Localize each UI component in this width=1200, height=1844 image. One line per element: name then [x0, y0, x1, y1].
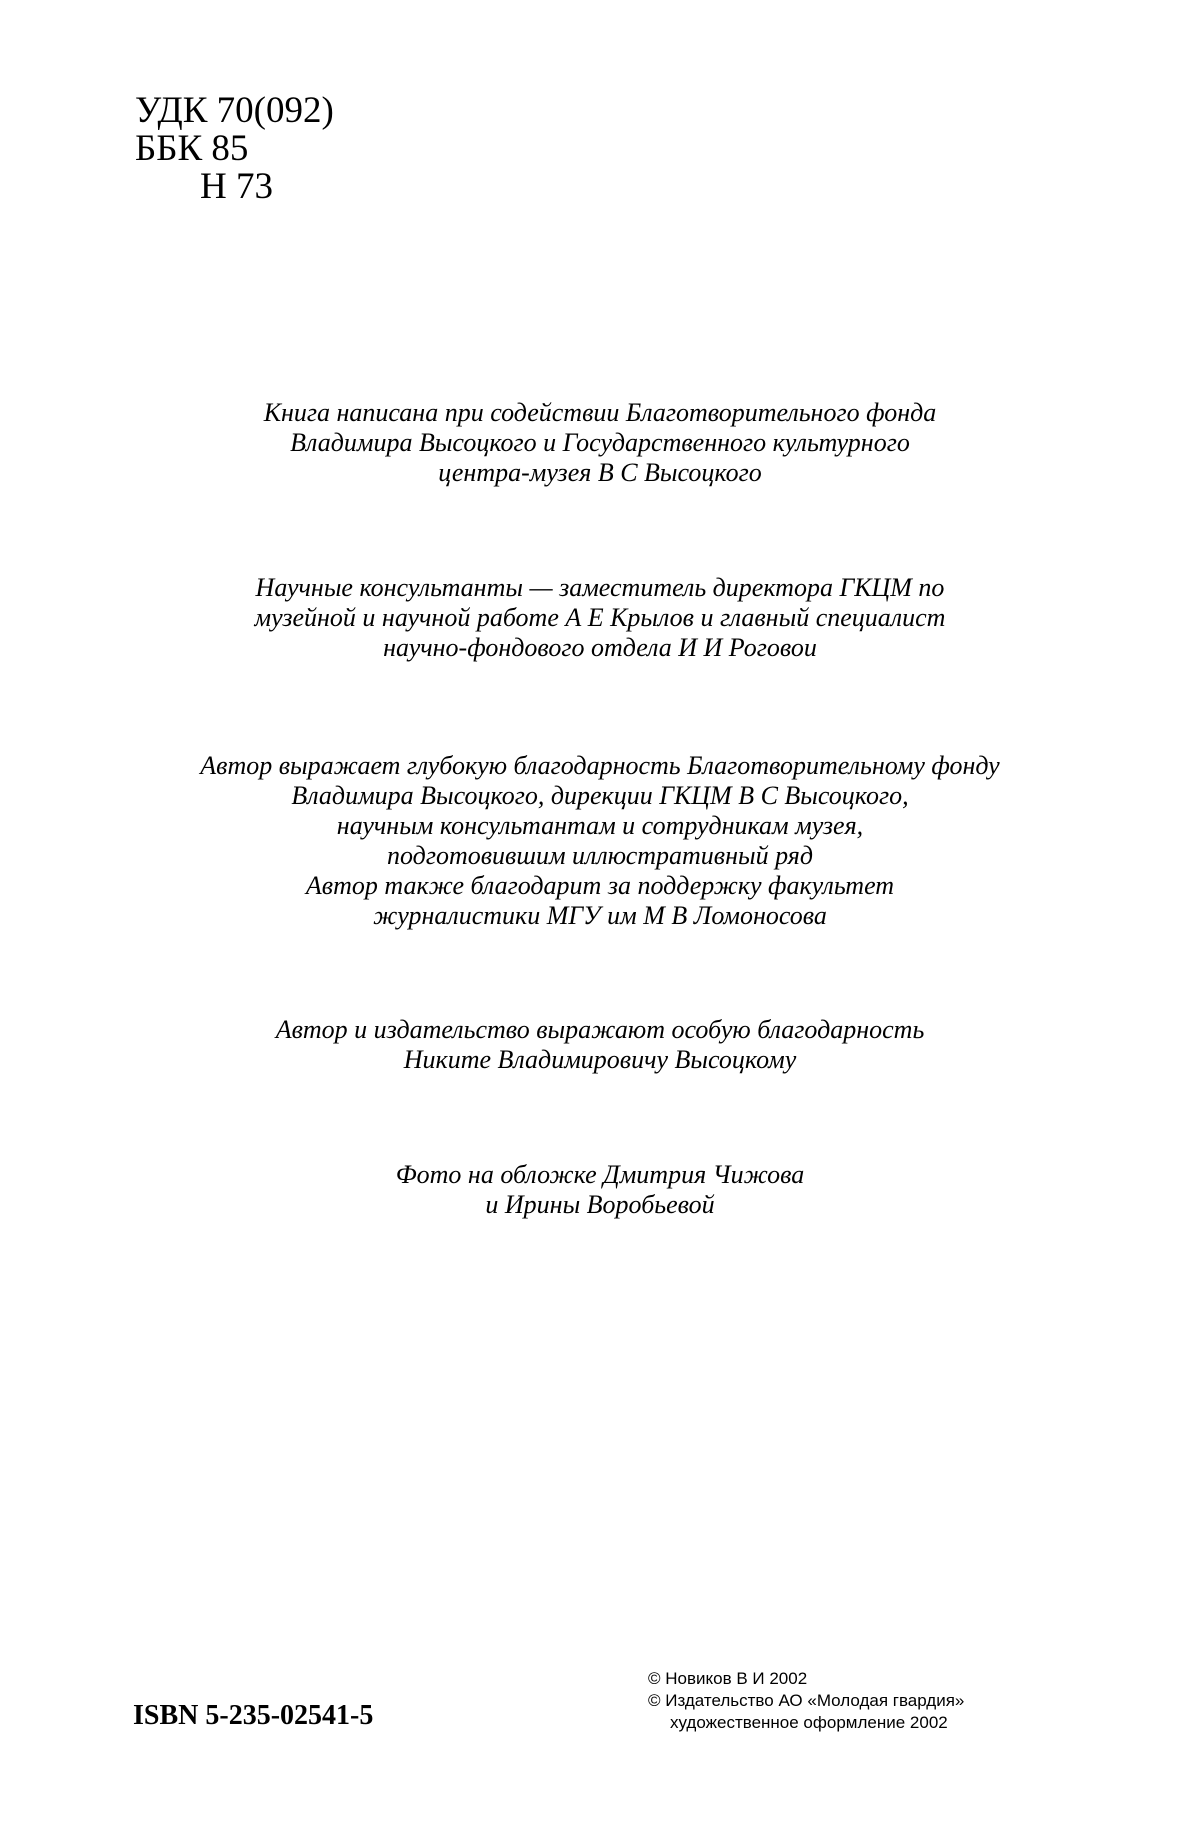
text-line: Книга написана при содействии Благотворительного фонда [263, 398, 937, 427]
cover-photo-credit [0, 1160, 1200, 1220]
copyright-publisher: © Издательство АО «Молодая гвардия» [648, 1691, 965, 1710]
text-line: Никите Владимировичу Высоцкому [403, 1045, 797, 1074]
isbn-number: ISBN 5-235-02541-5 [133, 1700, 374, 1731]
text-line: и Ирины Воробьевой [485, 1190, 715, 1219]
text-line: журналистики МГУ им М В Ломоносова [373, 901, 827, 930]
text-line: научным консультантам и сотрудникам музея, [336, 811, 864, 840]
text-line: подготовившим иллюстративный ряд [387, 841, 813, 870]
text-line: Владимира Высоцкого и Государственного культурного [290, 428, 910, 457]
author-gratitude-note [0, 751, 1200, 931]
text-line: музейной и научной работе А Е Крылов и главный специалист [254, 603, 946, 632]
text-line: Фото на обложке Дмитрия Чижова [395, 1160, 805, 1189]
copyright-author: © Новиков В И 2002 [648, 1669, 808, 1688]
text-line: научно-фондового отдела И И Роговои [383, 633, 817, 662]
text-line: центра-музея В С Высоцкого [438, 458, 762, 487]
scientific-consultants-note [0, 573, 1200, 663]
text-line: Автор также благодарит за поддержку факультет [305, 871, 895, 900]
text-line: Автор выражает глубокую благодарность Благотворительному фонду [200, 751, 1000, 780]
author-sign: Н 73 [200, 166, 273, 207]
udk-code: УДК 70(092) [135, 90, 334, 131]
special-thanks-note [0, 1015, 1200, 1075]
text-line: Научные консультанты — заместитель директора ГКЦМ по [255, 573, 945, 602]
copyright-design: художественное оформление 2002 [670, 1713, 948, 1732]
classification-codes [135, 92, 334, 206]
text-line: Автор и издательство выражают особую благодарность [275, 1015, 925, 1044]
bbk-code: ББК 85 [135, 128, 249, 169]
text-line: Владимира Высоцкого, дирекции ГКЦМ В С Высоцкого, [291, 781, 909, 810]
foundation-support-note [0, 398, 1200, 488]
copyright-notice [648, 1668, 964, 1734]
